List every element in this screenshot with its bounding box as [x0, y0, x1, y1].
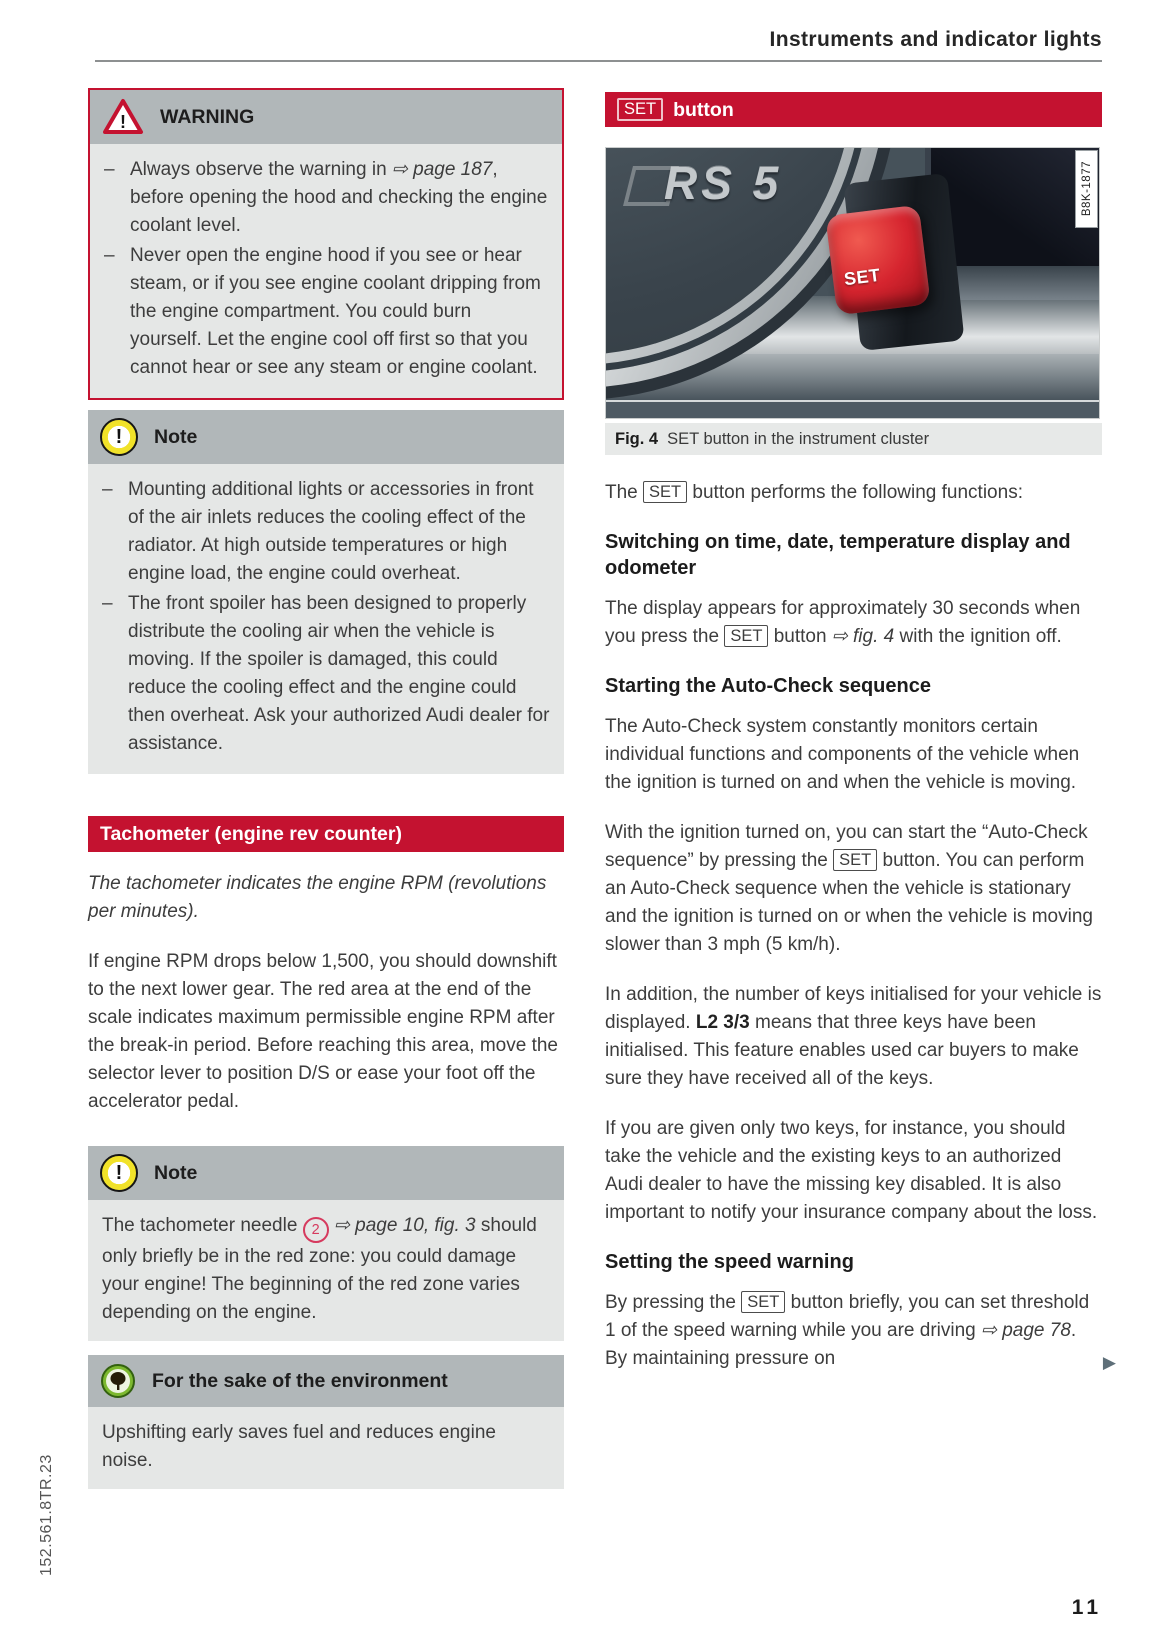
figure-caption-label: Fig. 4 [615, 430, 659, 448]
circled-number-2: 2 [303, 1217, 329, 1243]
dash-marker: – [102, 593, 113, 614]
set-key-inline: SET [643, 481, 687, 503]
cross-reference: ⇨ page 187 [391, 159, 493, 180]
set-key-inline: SET [724, 625, 768, 647]
subheading-switching-display: Switching on time, date, temperature display and odometer [605, 531, 1071, 579]
dash-marker: – [104, 245, 115, 266]
note-box-2 [88, 1146, 564, 1341]
warning-triangle-icon [102, 98, 144, 136]
paragraph-auto-check-start: With the ignition turned on, you can start the “Auto-Check sequence” by pressing the SET button. You can perform an Auto-Check sequence when the vehicle is stationary and the ignition is turned on or when the vehicle is moving slower than 3 mph (5 km/h). [605, 822, 1093, 955]
set-key-inline: SET [741, 1291, 785, 1313]
paragraph-keys-initialised: In addition, the number of keys initialised for your vehicle is displayed. L2 3/3 means that three keys have been initialised. This feature enables used car buyers to make sure they have received all of the keys. [605, 984, 1102, 1089]
cross-reference: ⇨ page 10, fig. 3 [333, 1215, 476, 1236]
note-box-header [88, 1146, 564, 1200]
note-exclamation-icon: ! [100, 1154, 138, 1192]
note-item [102, 476, 550, 588]
environment-box-header [88, 1355, 564, 1407]
note-title: Note [154, 425, 198, 448]
note-box-body [88, 464, 564, 774]
paragraph-missing-keys: If you are given only two keys, for instance, you should take the vehicle and the existing keys to an authorized Audi dealer to have the missing key disabled. It is also important to notify your insurance company about the loss. [605, 1118, 1098, 1223]
warning-box-body [90, 144, 562, 398]
dash-marker: – [102, 479, 113, 500]
note-title: Note [154, 1161, 198, 1184]
spine-code: 152.561.8TR.23 [38, 1454, 55, 1576]
warning-box [88, 88, 564, 400]
environment-tree-icon [100, 1363, 136, 1399]
tachometer-body: If engine RPM drops below 1,500, you should downshift to the next lower gear. The red area at the end of the scale indicates maximum permissible engine RPM after the break-in period. Before reaching this area, move the selector lever to position D/S or ease your foot off the accelerator pedal. [88, 951, 558, 1112]
section-heading-tachometer: Tachometer (engine rev counter) [88, 816, 564, 852]
note-box-1 [88, 410, 564, 774]
note-item-text: Mounting additional lights or accessories in front of the air inlets reduces the cooling effect of the radiator. At high outside temperatures or high engine load, the engine could overheat. [128, 479, 534, 584]
paragraph-display-30-seconds: The display appears for approximately 30 seconds when you press the SET button ⇨ fig. 4 with the ignition off. [605, 598, 1081, 647]
page-number: 11 [1071, 1596, 1102, 1619]
paragraph-set-functions: The SET button performs the following functions: [605, 482, 1023, 503]
continuation-arrow-icon: ▶ [1102, 1353, 1116, 1372]
right-column [605, 92, 1116, 1395]
cross-reference: ⇨ fig. 4 [831, 626, 895, 647]
note-item-text: The front spoiler has been designed to properly distribute the cooling air when the vehicle is moving. If the spoiler is damaged, this could reduce the cooling effect and the engine could then overheat. Ask your authorized Audi dealer for assistance. [128, 593, 550, 754]
figure-caption [605, 423, 1102, 455]
set-button-label: SET [842, 264, 882, 290]
cross-reference: ⇨ page 78 [981, 1320, 1071, 1341]
environment-box-body: Upshifting early saves fuel and reduces engine noise. [102, 1422, 496, 1472]
note-exclamation-icon: ! [100, 418, 138, 456]
rs5-logo: RS 5 [664, 157, 783, 209]
figure-reference-code: B8K-1877 [1075, 150, 1098, 228]
note-box-header [88, 410, 564, 464]
set-key-badge: SET [617, 98, 663, 121]
warning-item [104, 156, 548, 240]
warning-item [104, 242, 548, 382]
figure-caption-text: SET button in the instrument cluster [667, 430, 930, 448]
note-item [102, 590, 550, 758]
paragraph-auto-check-monitors: The Auto-Check system constantly monitors certain individual functions and components of the vehicle when the ignition is turned on and when the vehicle is moving. [605, 716, 1080, 793]
dash-marker: – [104, 159, 115, 180]
warning-item-text: Never open the engine hood if you see or hear steam, or if you see engine coolant dripping from the engine compartment. You could burn yourself. Let the engine cool off first so that you cannot hear or see any steam or engine coolant. [130, 245, 541, 378]
set-key-inline: SET [833, 849, 877, 871]
warning-box-header [90, 90, 562, 144]
figure-4 [605, 147, 1102, 455]
warning-title: WARNING [160, 105, 255, 128]
warning-item-text: Always observe the warning in ⇨ page 187, before opening the hood and checking the engine coolant level. [130, 159, 548, 236]
note-box-body: The tachometer needle 2 ⇨ page 10, fig. 3 should only briefly be in the red zone: you could damage your engine! The beginning of the red zone varies depending on the engine. [102, 1215, 537, 1324]
page-title: Instruments and indicator lights [769, 28, 1102, 51]
tachometer-intro: The tachometer indicates the engine RPM (revolutions per minutes). [88, 873, 547, 922]
paragraph-speed-warning: By pressing the SET button briefly, you can set threshold 1 of the speed warning while you are driving ⇨ page 78. By maintaining pressure on ▶ [605, 1292, 1116, 1372]
keys-count-code: L2 3/3 [695, 1012, 750, 1033]
warning-exclamation-glyph: ! [120, 112, 126, 132]
subheading-speed-warning: Setting the speed warning [605, 1251, 854, 1273]
header-rule [95, 60, 1102, 62]
environment-title: For the sake of the environment [152, 1369, 448, 1392]
environment-box [88, 1355, 564, 1489]
set-button-image [825, 205, 930, 316]
cluster-bottom-band [606, 400, 1099, 419]
figure-image-instrument-cluster [605, 147, 1100, 419]
section-heading-set-button: SET button [605, 92, 1102, 127]
left-column [88, 88, 564, 1499]
subheading-auto-check: Starting the Auto-Check sequence [605, 675, 931, 697]
